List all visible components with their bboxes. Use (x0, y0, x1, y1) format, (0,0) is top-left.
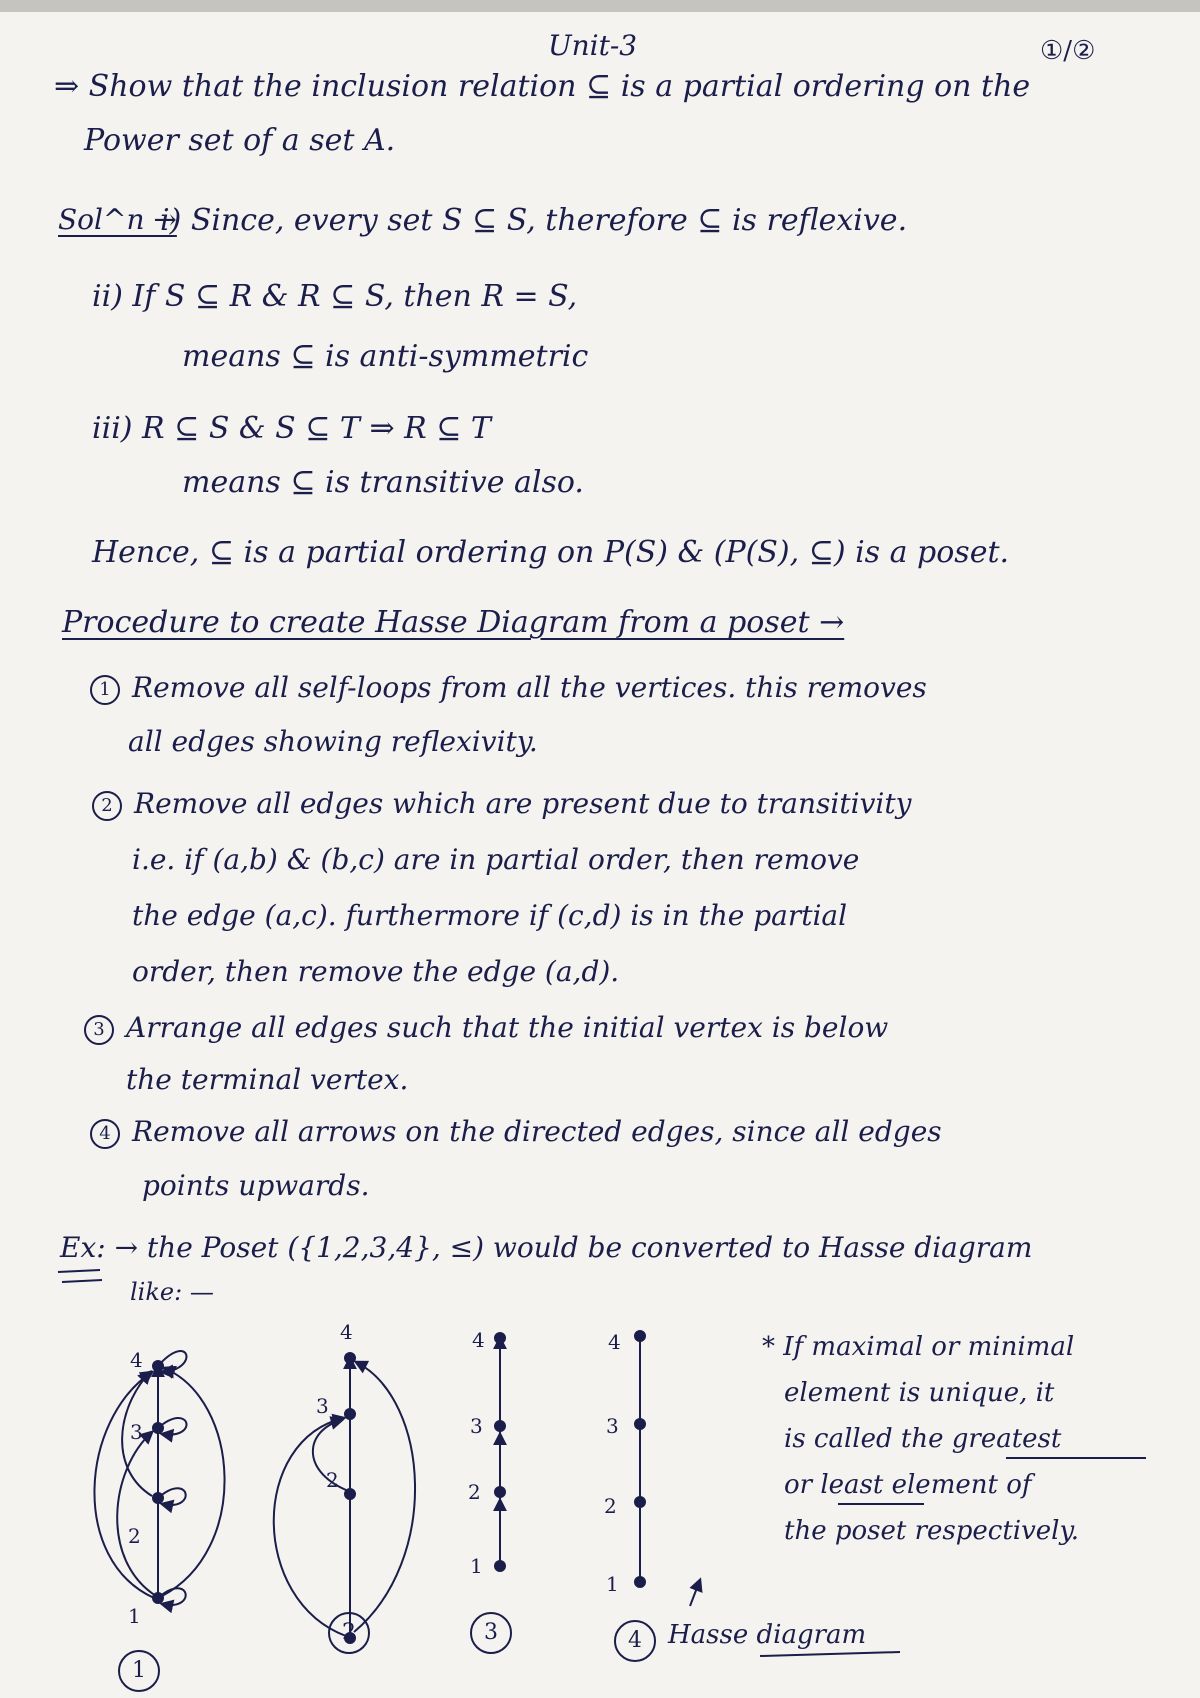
diagram-caption-2: 2 (328, 1612, 370, 1654)
vertex-label-4: 4 (608, 1330, 621, 1354)
page-number: ①/② (1040, 36, 1096, 66)
unit-heading: Unit-3 (548, 29, 638, 62)
vertex-4 (495, 1333, 505, 1343)
procedure-step-3-line-1: Arrange all edges such that the initial vertex is below (126, 1011, 889, 1044)
note-line-3: is called the greatest (784, 1424, 1062, 1454)
diagram-1-digraph (94, 1351, 224, 1605)
vertex-label-4: 4 (472, 1328, 485, 1352)
procedure-step-4-line-2: points upwards. (142, 1169, 370, 1202)
vertex-2 (345, 1489, 355, 1499)
procedure-heading: Procedure to create Hasse Diagram from a poset → (62, 605, 845, 640)
vertex-3 (345, 1409, 355, 1419)
vertex-label-3: 3 (130, 1420, 143, 1444)
diagram-4-hasse (635, 1331, 900, 1656)
solution-step-2a: ii) If S ⊆ R & R ⊆ S, then R = S, (92, 279, 578, 314)
vertex-label-1: 1 (470, 1554, 483, 1578)
vertex-2 (635, 1497, 645, 1507)
procedure-step-1-line-2: all edges showing reflexivity. (128, 725, 538, 758)
hasse-underline (760, 1652, 900, 1656)
procedure-step-4-line-1: Remove all arrows on the directed edges, since all edges (132, 1115, 942, 1148)
note-line-2: element is unique, it (784, 1378, 1055, 1408)
note-line-5: the poset respectively. (784, 1516, 1079, 1546)
example-line-2: like: — (130, 1278, 214, 1306)
note-line-4: or least element of (784, 1470, 1032, 1500)
diagram-3-no-transitive (495, 1333, 505, 1571)
solution-step-3a: iii) R ⊆ S & S ⊆ T ⇒ R ⊆ T (92, 411, 491, 446)
step-number-badge: 3 (84, 1015, 114, 1045)
diagram-caption-1: 1 (118, 1650, 160, 1692)
procedure-step-3-line-2: the terminal vertex. (126, 1063, 409, 1096)
vertex-3 (495, 1421, 505, 1431)
procedure-step-2-line-4: order, then remove the edge (a,d). (132, 955, 620, 988)
vertex-label-3: 3 (470, 1414, 483, 1438)
vertex-label-3: 3 (316, 1394, 329, 1418)
vertex-label-1: 1 (606, 1572, 619, 1596)
vertex-4 (345, 1353, 355, 1363)
solution-conclusion: Hence, ⊆ is a partial ordering on P(S) & (P(S), ⊆) is a poset. (92, 535, 1010, 570)
hasse-pointer-arrow (690, 1580, 700, 1606)
solution-step-2b: means ⊆ is anti-symmetric (182, 339, 589, 374)
vertex-label-2: 2 (326, 1468, 339, 1492)
note-line-1: * If maximal or minimal (762, 1332, 1075, 1362)
vertex-4 (635, 1331, 645, 1341)
solution-step-1: i) Since, every set S ⊆ S, therefore ⊆ is reflexive. (160, 203, 908, 238)
solution-step-3b: means ⊆ is transitive also. (182, 465, 584, 500)
vertex-1 (635, 1577, 645, 1587)
procedure-step-2-line-3: the edge (a,c). furthermore if (c,d) is in the partial (132, 899, 848, 932)
example-line-1: Ex: → the Poset ({1,2,3,4}, ≤) would be converted to Hasse diagram (60, 1231, 1033, 1264)
question-line-2: Power set of a set A. (84, 123, 396, 158)
hasse-diagram-label: Hasse diagram (668, 1620, 867, 1650)
step-number-badge: 2 (92, 791, 122, 821)
solution-label: Sol^n → (58, 203, 177, 236)
diagram-caption-3: 3 (470, 1612, 512, 1654)
vertex-label-1: 1 (128, 1604, 141, 1628)
question-line-1: ⇒ Show that the inclusion relation ⊆ is a partial ordering on the (54, 69, 1031, 104)
diagram-caption-4: 4 (614, 1620, 656, 1662)
diagram-2-no-loops (274, 1353, 415, 1643)
vertex-label-3: 3 (606, 1414, 619, 1438)
procedure-step-2-line-2: i.e. if (a,b) & (b,c) are in partial order, then remove (132, 843, 860, 876)
vertex-3 (635, 1419, 645, 1429)
step-number-badge: 4 (90, 1119, 120, 1149)
vertex-label-2: 2 (468, 1480, 481, 1504)
step-number-badge: 1 (90, 675, 120, 705)
vertex-label-2: 2 (604, 1494, 617, 1518)
vertex-label-4: 4 (340, 1320, 353, 1344)
vertex-label-4: 4 (130, 1348, 143, 1372)
procedure-step-2-line-1: Remove all edges which are present due to transitivity (134, 787, 912, 820)
vertex-label-2: 2 (128, 1524, 141, 1548)
procedure-step-1-line-1: Remove all self-loops from all the vertices. this removes (132, 671, 927, 704)
